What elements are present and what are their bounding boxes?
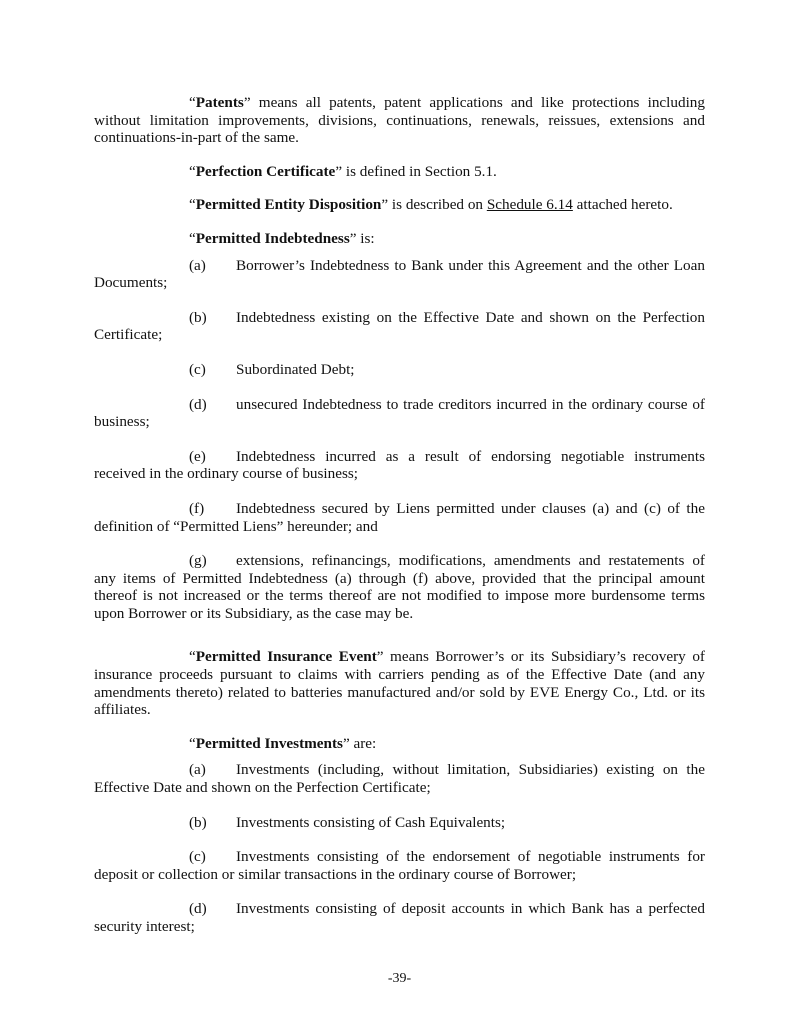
item-label: (f): [189, 499, 205, 517]
item-label: (a): [189, 256, 206, 274]
definition-text: attached hereto.: [572, 196, 673, 214]
definition-permitted-entity-disposition: “Permitted Entity Disposition” is described on Schedule 6.14 attached hereto.: [189, 196, 673, 214]
permitted-investments-list: [94, 761, 705, 935]
item-text: Indebtedness existing on the Effective Date and shown on the Perfection Certificate;: [94, 308, 705, 344]
definition-text: ” is:: [349, 229, 375, 247]
list-item: [94, 361, 705, 379]
term-permitted-investments: Permitted Investments: [195, 734, 343, 752]
list-item: [94, 309, 705, 344]
item-label: (d): [189, 900, 207, 918]
term-permitted-insurance-event: Permitted Insurance Event: [195, 648, 377, 666]
item-text: Investments consisting of Cash Equivalents;: [236, 813, 506, 831]
permitted-indebtedness-list: [94, 257, 705, 623]
definition-perfection-certificate: “Perfection Certificate” is defined in Section 5.1.: [189, 162, 497, 180]
item-label: (d): [189, 395, 207, 413]
term-permitted-entity-disposition: Permitted Entity Disposition: [195, 196, 382, 214]
definition-text: ” are:: [342, 734, 377, 752]
definition-permitted-investments: “Permitted Investments” are:: [189, 734, 377, 752]
list-item: [94, 448, 705, 483]
item-text: Indebtedness incurred as a result of endorsing negotiable instruments received in the ordinary course of business;: [94, 447, 705, 483]
document-page: [94, 94, 705, 953]
item-text: Investments consisting of deposit accounts in which Bank has a perfected security interest;: [94, 900, 705, 935]
list-item: [94, 257, 705, 292]
list-item: [94, 814, 705, 832]
list-item: [94, 900, 705, 935]
item-label: (b): [189, 813, 207, 831]
item-label: (c): [189, 848, 206, 866]
item-text: Indebtedness secured by Liens permitted under clauses (a) and (c) of the definition of “Permitted Liens” hereunder; and: [94, 499, 705, 535]
definition-text: ” is described on: [381, 196, 487, 214]
definition-permitted-insurance-event: “Permitted Insurance Event” means Borrower’s or its Subsidiary’s recovery of insurance proceeds pursuant to claims with carriers pending as of the Effective Date (and any amendments thereto) related to batteries manufactured and/or sold by EVE Energy Co., Ltd. or its affiliates.: [94, 648, 705, 719]
list-item: [94, 396, 705, 431]
item-text: extensions, refinancings, modifications, amendments and restatements of any items of Permitted Indebtedness (a) through (f) above, provided that the principal amount thereof is not increased or the terms thereof are not modified to impose more burdensome terms upon Borrower or its Subsidiary, as the case may be.: [94, 552, 705, 622]
list-item: [94, 552, 705, 622]
definition-text: ” is defined in Section 5.1.: [335, 162, 497, 180]
item-label: (g): [189, 552, 207, 570]
item-text: unsecured Indebtedness to trade creditors incurred in the ordinary course of business;: [94, 395, 705, 431]
page-number: -39-: [387, 971, 412, 986]
schedule-reference: Schedule 6.14: [486, 196, 573, 214]
item-label: (e): [189, 447, 206, 465]
list-item: [94, 500, 705, 535]
definition-text: ” means all patents, patent applications and like protections including without limitation improvements, divisions, continuations, renewals, reissues, extensions and continuations-in-part of the same.: [94, 94, 705, 147]
definition-text: ” means Borrower’s or its Subsidiary’s recovery of insurance proceeds pursuant to claims with carriers pending as of the Effective Date (and any amendments thereto) related to batteries manufactured and/or sold by EVE Energy Co., Ltd. or its affiliates.: [94, 648, 705, 719]
definition-patents: “Patents” means all patents, patent applications and like protections including without limitation improvements, divisions, continuations, renewals, reissues, extensions and continuations-in-part of the same.: [94, 94, 705, 147]
item-text: Subordinated Debt;: [236, 360, 355, 378]
item-text: Borrower’s Indebtedness to Bank under this Agreement and the other Loan Documents;: [94, 256, 705, 292]
item-label: (c): [189, 360, 206, 378]
item-text: Investments consisting of the endorsement of negotiable instruments for deposit or collection or similar transactions in the ordinary course of Borrower;: [94, 848, 705, 883]
item-label: (b): [189, 308, 207, 326]
term-patents: Patents: [195, 94, 244, 111]
definition-permitted-indebtedness: “Permitted Indebtedness” is:: [189, 229, 375, 247]
list-item: [94, 848, 705, 883]
term-permitted-indebtedness: Permitted Indebtedness: [195, 229, 350, 247]
item-label: (a): [189, 761, 206, 779]
item-text: Investments (including, without limitation, Subsidiaries) existing on the Effective Date and shown on the Perfection Certificate;: [94, 761, 705, 797]
term-perfection-certificate: Perfection Certificate: [195, 162, 336, 180]
list-item: [94, 761, 705, 796]
